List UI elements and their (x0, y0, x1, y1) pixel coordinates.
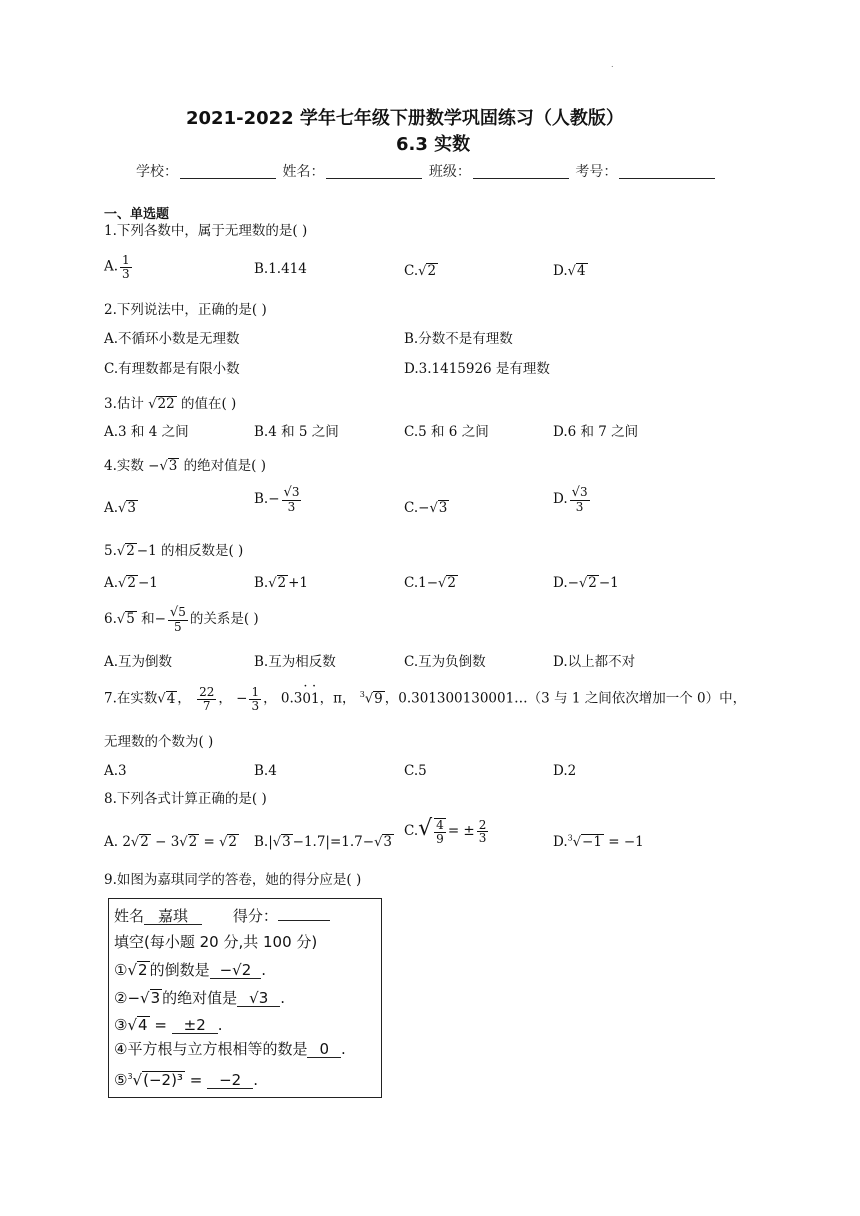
question-1: 1.下列各数中，属于无理数的是( ) (104, 223, 308, 239)
section-heading: 一、单选题 (104, 207, 170, 222)
q5-option-a[interactable]: A.√2 −1 (104, 575, 158, 591)
q4-option-b[interactable]: B.− $\frac{√3}{3}$ (254, 485, 300, 514)
q4-option-d[interactable]: D. $\frac{√3}{3}$ (553, 485, 588, 514)
q4-option-a[interactable]: A.√3 (104, 500, 136, 516)
question-5: 5.√2 −1 的相反数是( ) (104, 543, 244, 559)
question-9: 9.如图为嘉琪同学的答卷，她的得分应是( ) (104, 872, 362, 888)
answer-item-5: ⑤$^3$√(−2)³ = −2 . (114, 1071, 258, 1089)
name-label: 姓名： (282, 164, 325, 180)
q8-option-c[interactable]: C.√ $\frac{4}{9}$ = ± $\frac{2}{3}$ (404, 816, 487, 846)
question-8: 8.下列各式计算正确的是( ) (104, 791, 267, 807)
corner-mark: . (611, 60, 614, 69)
answer-item-2: ②−√3 的绝对值是 √3 . (114, 989, 286, 1007)
answer-sheet-header: 姓名 嘉琪 得分： (114, 909, 330, 925)
answer-item-4: ④平方根与立方根相等的数是 0 . (114, 1040, 346, 1058)
q6-option-c[interactable]: C.互为负倒数 (404, 654, 486, 670)
q6-option-d[interactable]: D.以上都不对 (553, 654, 636, 670)
student-info-line (136, 164, 717, 179)
q5-option-c[interactable]: C.1−√2 (404, 575, 456, 591)
q3-option-b[interactable]: B.4 和 5 之间 (254, 424, 339, 440)
q8-option-a[interactable]: A. 2√2 − 3√2 = √2 (104, 834, 237, 850)
class-blank[interactable] (473, 164, 569, 179)
q2-option-c[interactable]: C.有理数都是有限小数 (104, 361, 240, 377)
q8-option-d[interactable]: D.$^3$√−1 = −1 (553, 833, 644, 850)
q1-option-d[interactable]: D.√4 (553, 263, 586, 279)
answer-sheet-instructions: 填空(每小题 20 分,共 100 分) (114, 933, 318, 951)
q7-option-c[interactable]: C.5 (404, 763, 427, 779)
q1-option-b[interactable]: B.1.414 (254, 261, 307, 277)
school-label: 学校： (136, 164, 178, 180)
page-subtitle: 6.3 实数 (396, 134, 471, 155)
page-title: 2021-2022 学年七年级下册数学巩固练习（人教版） (186, 108, 624, 129)
q8-option-b[interactable]: B.|√3 −1.7|=1.7−√3 (254, 834, 392, 850)
class-label: 班级： (428, 164, 471, 180)
exam-no-label: 考号： (575, 164, 618, 180)
answer-item-3: ③√4 = ±2 . (114, 1016, 223, 1034)
question-7: 7.在实数√4 ， $\frac{22}{7}$ ， − $\frac{1}{3}$ ， 0.30 ·1 ·，π， $^3$√9 ，0.301300130001…（3 与 1 之间依次增加一个 0）中， (104, 686, 746, 712)
question-6: 6.√5 和− $\frac{√5}{5}$ 的关系是( ) (104, 605, 259, 634)
q4-option-c[interactable]: C.−√3 (404, 500, 448, 516)
school-blank[interactable] (180, 164, 276, 179)
q6-option-a[interactable]: A.互为倒数 (104, 654, 173, 670)
q7-option-b[interactable]: B.4 (254, 763, 277, 779)
q1-option-a[interactable]: A. $\frac{1}{3}$ (104, 253, 130, 281)
q7-option-a[interactable]: A.3 (104, 763, 127, 779)
q2-option-d[interactable]: D.3.1415926 是有理数 (404, 361, 550, 377)
q5-option-b[interactable]: B.√2 +1 (254, 575, 309, 591)
q6-option-b[interactable]: B.互为相反数 (254, 654, 336, 670)
question-4: 4.实数 −√3 的绝对值是( ) (104, 458, 266, 474)
answer-sheet-image (108, 898, 382, 1098)
q2-option-b[interactable]: B.分数不是有理数 (404, 331, 513, 347)
name-blank[interactable] (326, 164, 422, 179)
exam-no-blank[interactable] (619, 164, 715, 179)
q3-option-a[interactable]: A.3 和 4 之间 (104, 424, 189, 440)
question-2: 2.下列说法中，正确的是( ) (104, 302, 267, 318)
q3-option-d[interactable]: D.6 和 7 之间 (553, 424, 639, 440)
question-3: 3.估计 √22 的值在( ) (104, 396, 237, 412)
q3-option-c[interactable]: C.5 和 6 之间 (404, 424, 489, 440)
q2-option-a[interactable]: A.不循环小数是无理数 (104, 331, 240, 347)
q7-option-d[interactable]: D.2 (553, 763, 577, 779)
q5-option-d[interactable]: D.−√2 −1 (553, 575, 619, 591)
question-7-line-2: 无理数的个数为( ) (104, 734, 214, 750)
answer-item-1: ①√2 的倒数是 −√2 . (114, 961, 267, 979)
q1-option-c[interactable]: C.√2 (404, 263, 437, 279)
